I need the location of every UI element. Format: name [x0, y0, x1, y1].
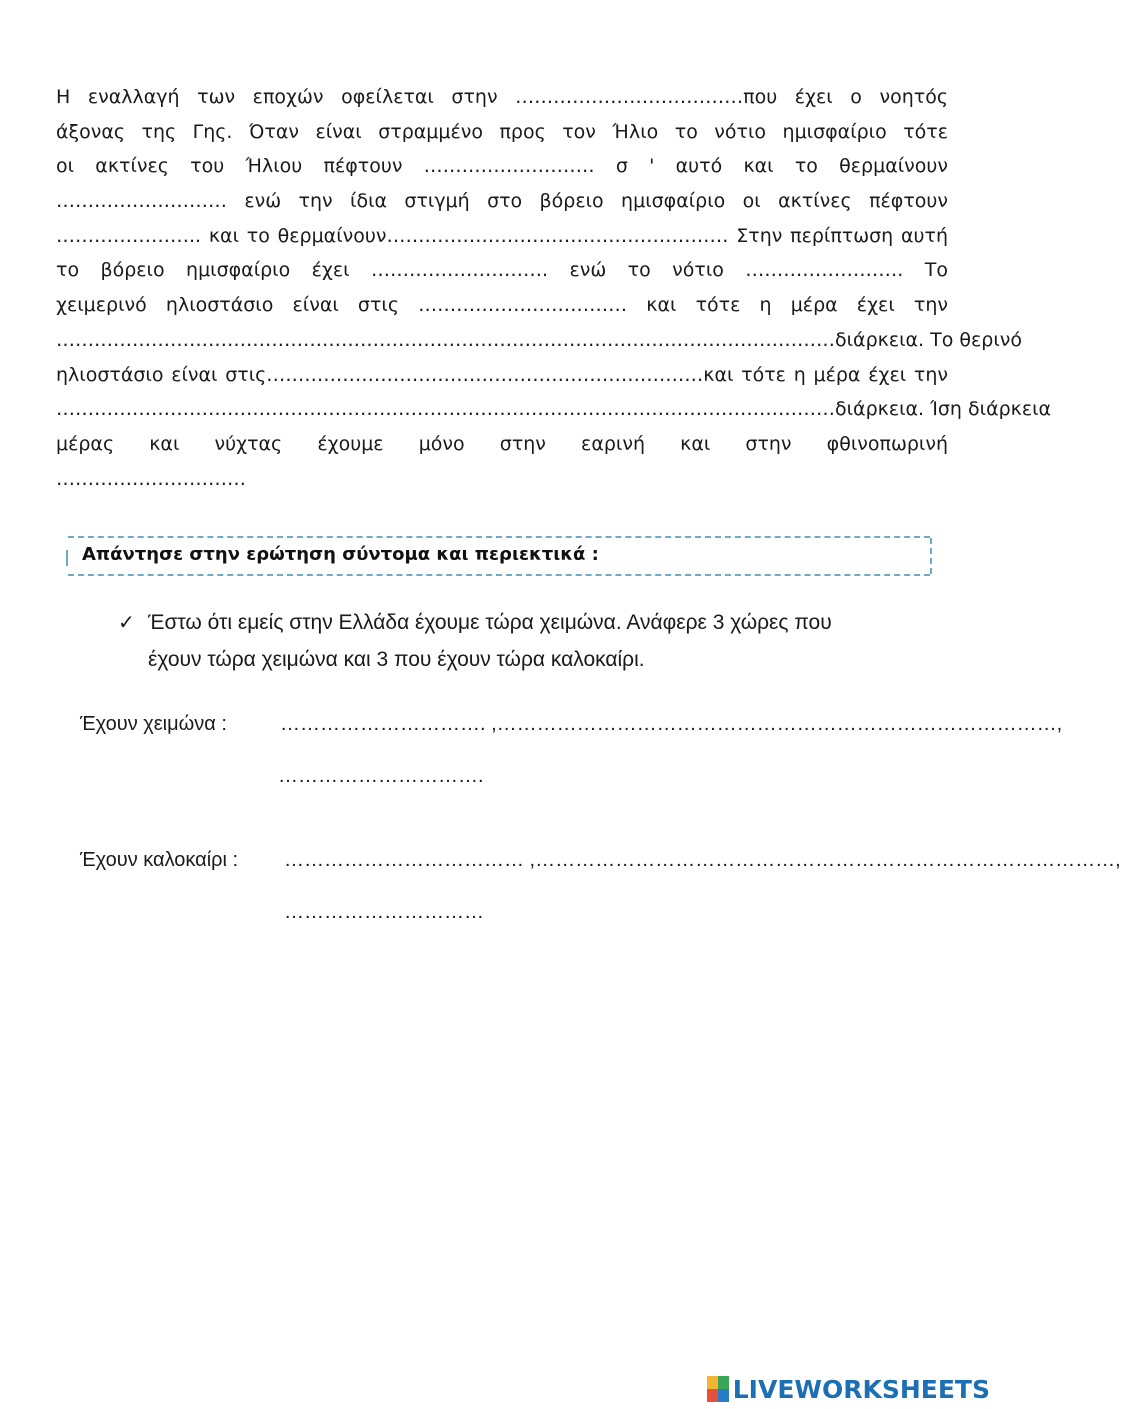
winter-answer-row	[80, 710, 1063, 738]
paragraph-line[interactable]: ηλιοστάσιο είναι στις……………………………………………………………και τότε η μέρα έχει την	[56, 363, 948, 386]
logo-text: LIVEWORKSHEETS	[732, 1374, 990, 1404]
paragraph-line: άξονας της Γης. Όταν είναι στραμμένο προς τον Ήλιο το νότιο ημισφαίριο τότε	[56, 120, 948, 143]
paragraph-line[interactable]: ………………….. και το θερμαίνουν……………………………………………… Στην περίπτωση αυτή	[56, 224, 948, 247]
checkmark-icon: ✓	[118, 610, 135, 634]
paragraph-line[interactable]: ……………………………………………………………………………………………………………διάρκεια. Το θερινό	[56, 328, 1023, 351]
fill-in-paragraph	[56, 80, 1052, 496]
paragraph-line[interactable]: ……………………… ενώ την ίδια στιγμή στο βόρειο ημισφαίριο οι ακτίνες πέφτουν	[56, 190, 948, 213]
paragraph-line[interactable]: ……………………………………………………………………………………………………………διάρκεια. Ίση διάρκεια	[56, 398, 1052, 421]
logo-square	[718, 1376, 729, 1389]
logo-square	[718, 1389, 729, 1402]
paragraph-line[interactable]: χειμερινό ηλιοστάσιο είναι στις …………………………… και τότε η μέρα έχει την	[56, 294, 948, 317]
liveworksheets-logo	[707, 1374, 990, 1404]
box-edge-right	[930, 538, 932, 574]
task-title: Απάντησε στην ερώτηση σύντομα και περιεκτικά :	[82, 544, 599, 565]
paragraph-line[interactable]: οι ακτίνες του Ήλιου πέφτουν ……………………… σ ' αυτό και το θερμαίνουν	[56, 155, 948, 178]
winter-blank-field[interactable]: …………………………. ,…………………………………………………………………………,	[280, 713, 1063, 735]
question-text: Έστω ότι εμείς στην Ελλάδα έχουμε τώρα χειμώνα. Ανάφερε 3 χώρες που έχουν τώρα χειμώνα και 3 που έχουν τώρα καλοκαίρι.	[148, 611, 832, 671]
paragraph-line[interactable]: το βόρειο ημισφαίριο έχει ………………………. ενώ το νότιο ……………………. Το	[56, 259, 948, 282]
winter-blank-field-2[interactable]: ………………………….	[278, 765, 484, 787]
paragraph-line[interactable]: Η εναλλαγή των εποχών οφείλεται στην ………………………………που έχει ο νοητός	[56, 86, 948, 108]
winter-label: Έχουν χειμώνα :	[80, 713, 227, 735]
box-edge-left	[66, 550, 68, 566]
logo-mark-icon	[707, 1376, 729, 1402]
paragraph-line[interactable]: …………………………	[56, 467, 246, 490]
logo-square	[707, 1376, 718, 1389]
paragraph-line: μέρας και νύχτας έχουμε μόνο στην εαρινή και στην φθινοπωρινή	[56, 432, 948, 455]
logo-square	[707, 1389, 718, 1402]
task-heading-box	[68, 536, 930, 576]
summer-label: Έχουν καλοκαίρι :	[80, 849, 239, 871]
summer-answer-row	[80, 846, 1121, 874]
summer-blank-field-2[interactable]: …………………………	[284, 901, 484, 923]
summer-blank-field[interactable]: ……………………………… ,……………………………………………………………………………,	[284, 849, 1121, 871]
